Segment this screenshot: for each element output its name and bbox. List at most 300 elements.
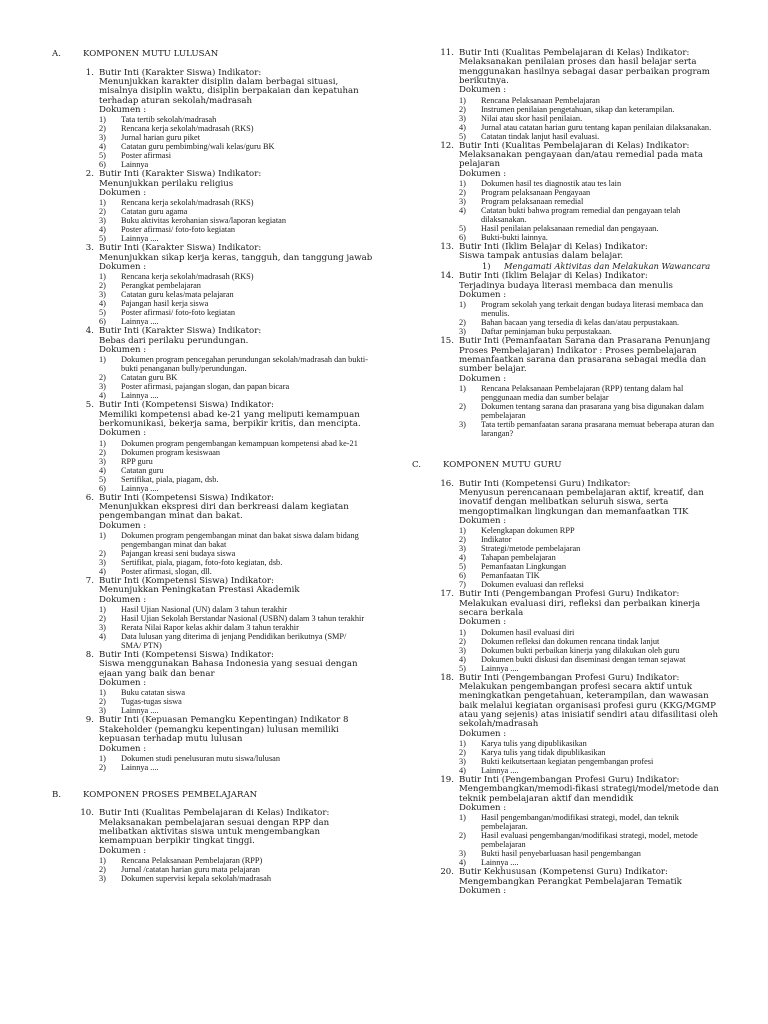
dokumen-number: 1) bbox=[99, 355, 106, 365]
item-description: Menunjukkan karakter disiplin dalam berbagai situasi, misalnya disiplin waktu, disiplin berpakaian dan kepatuhan terhadap aturan sekolah/madrasah bbox=[99, 76, 359, 106]
dokumen-number: 3) bbox=[99, 290, 106, 300]
left-column bbox=[52, 49, 374, 890]
dokumen-text: Catatan guru bbox=[121, 465, 164, 475]
dokumen-list-item bbox=[459, 580, 728, 589]
dokumen-text: Catatan bukti bahwa program remedial dan pengayaan telah dilaksanakan. bbox=[481, 206, 681, 225]
item-body bbox=[459, 590, 728, 672]
item-body bbox=[99, 170, 374, 243]
dokumen-list-item bbox=[459, 664, 728, 673]
dokumen-list-item bbox=[99, 234, 374, 243]
item-number: 4. bbox=[85, 326, 94, 337]
butir-item bbox=[412, 590, 728, 672]
dokumen-list-item bbox=[99, 308, 374, 317]
dokumen-number: 4) bbox=[459, 858, 466, 868]
dokumen-text: Poster afirmasi/ foto-foto kegiatan bbox=[121, 225, 236, 235]
dokumen-number: 2) bbox=[459, 748, 466, 758]
dokumen-text: Bukti-bukti lainnya. bbox=[481, 233, 548, 243]
item-title: Butir Inti (Pengembangan Profesi Guru) Indikator: bbox=[459, 775, 680, 786]
dokumen-list-item bbox=[99, 531, 374, 549]
dokumen-number: 2) bbox=[99, 762, 106, 772]
item-body bbox=[459, 243, 728, 271]
dokumen-number: 3) bbox=[99, 133, 106, 143]
dokumen-number: 3) bbox=[99, 382, 106, 392]
dokumen-text: Pajangan hasil kerja siswa bbox=[121, 299, 209, 309]
item-number: 2. bbox=[85, 169, 94, 180]
dokumen-list-item bbox=[99, 763, 374, 772]
dokumen-number: 1) bbox=[99, 856, 106, 866]
dokumen-list-item bbox=[459, 224, 728, 233]
dokumen-number: 5) bbox=[459, 663, 466, 673]
dokumen-list-item bbox=[459, 535, 728, 544]
dokumen-text: Rerata Nilai Rapor kelas akhir dalam 3 tahun terakhir bbox=[121, 623, 299, 633]
dokumen-text: Program pelaksanaan Pengayaan bbox=[481, 188, 591, 198]
dokumen-number: 6) bbox=[459, 233, 466, 243]
item-number: 20. bbox=[440, 867, 454, 878]
dokumen-label: Dokumen : bbox=[99, 678, 147, 689]
dokumen-list-item bbox=[459, 646, 728, 655]
dokumen-text: Instrumen penilaian pengetahuan, sikap dan keterampilan. bbox=[481, 104, 675, 114]
dokumen-list-item bbox=[459, 813, 728, 831]
dokumen-number: 5) bbox=[99, 308, 106, 318]
butir-item bbox=[412, 337, 728, 438]
item-title: Butir Kekhususan (Kompetensi Guru) Indikator: bbox=[459, 867, 668, 878]
dokumen-text: Dokumen program pencegahan perundungan sekolah/madrasah dan bukti-bukti penanganan bully/perundungan. bbox=[121, 355, 368, 374]
dokumen-list-item bbox=[459, 105, 728, 114]
dokumen-label: Dokumen : bbox=[99, 743, 147, 754]
item-number: 6. bbox=[85, 492, 94, 503]
butir-item bbox=[52, 651, 374, 715]
dokumen-list-item bbox=[459, 553, 728, 562]
dokumen-list-item bbox=[99, 865, 374, 874]
dokumen-text: Jurnal /catatan harian guru mata pelajaran bbox=[121, 865, 260, 875]
dokumen-number: 5) bbox=[99, 151, 106, 161]
right-column bbox=[412, 49, 728, 903]
dokumen-number: 1) bbox=[99, 272, 106, 282]
item-description: Mengembangkan Perangkat Pembelajaran Tematik bbox=[459, 876, 682, 887]
dokumen-list-item bbox=[99, 448, 374, 457]
dokumen-list-item bbox=[99, 207, 374, 216]
item-number: 10. bbox=[80, 808, 94, 819]
item-title: Butir Inti (Pengembangan Profesi Guru) Indikator: bbox=[459, 672, 680, 683]
dokumen-list-item bbox=[459, 739, 728, 748]
dokumen-text: Poster afirmasi, slogan, dll. bbox=[121, 567, 212, 577]
dokumen-text: Dokumen hasil tes diagnostik atau tes lain bbox=[481, 179, 622, 189]
dokumen-text: Lainnya .... bbox=[121, 483, 159, 493]
dokumen-list-item bbox=[459, 384, 728, 402]
dokumen-number: 3) bbox=[459, 757, 466, 767]
section-title: KOMPONEN PROSES PEMBELAJARAN bbox=[83, 789, 258, 800]
dokumen-number: 6) bbox=[99, 160, 106, 170]
item-title: Butir Inti (Pemanfaatan Sarana dan Prasarana Penunjang Proses Pembelajaran) Indikator : Proses pembelajaran bbox=[459, 336, 711, 356]
dokumen-text: Sertifikat, piala, piagam, dsb. bbox=[121, 474, 219, 484]
dokumen-list-item bbox=[99, 151, 374, 160]
dokumen-number: 4) bbox=[99, 142, 106, 152]
butir-item bbox=[52, 494, 374, 576]
dokumen-number: 6) bbox=[459, 571, 466, 581]
dokumen-label: Dokumen : bbox=[459, 373, 507, 384]
dokumen-number: 1) bbox=[459, 627, 466, 637]
dokumen-text: Pemanfaatan Lingkungan bbox=[481, 562, 567, 572]
dokumen-list-item bbox=[99, 688, 374, 697]
item-title: Butir Inti (Kompetensi Siswa) Indikator: bbox=[99, 650, 274, 661]
dokumen-text: Lainnya .... bbox=[121, 762, 159, 772]
dokumen-text: Sertifikat, piala, piagam, foto-foto kegiatan, dsb. bbox=[121, 558, 283, 568]
item-number: 8. bbox=[85, 650, 94, 661]
item-description: Melaksanakan pengayaan dan/atau remedial pada mata pelajaran bbox=[459, 150, 704, 170]
item-number: 14. bbox=[440, 271, 454, 282]
butir-item bbox=[52, 244, 374, 326]
dokumen-list-item bbox=[459, 757, 728, 766]
item-description: Menunjukkan perilaku religius bbox=[99, 178, 234, 189]
butir-item bbox=[412, 49, 728, 141]
dokumen-number: 4) bbox=[99, 567, 106, 577]
dokumen-label: Dokumen : bbox=[99, 187, 147, 198]
dokumen-text: Tata tertib sekolah/madrasah bbox=[121, 115, 217, 125]
dokumen-label: Dokumen : bbox=[99, 594, 147, 605]
dokumen-text: Perangkat pembelajaran bbox=[121, 281, 201, 291]
item-description: Mengembangkan/memodi-fikasi strategi/model/metode dan teknik pembelajaran aktif dan mendidik bbox=[459, 784, 719, 804]
dokumen-list-item bbox=[459, 188, 728, 197]
butir-item bbox=[52, 809, 374, 883]
dokumen-text: Tahapan pembelajaran bbox=[481, 553, 556, 563]
dokumen-text: Dokumen evaluasi dan refleksi bbox=[481, 580, 584, 590]
dokumen-label: Dokumen : bbox=[99, 344, 147, 355]
item-body bbox=[459, 49, 728, 141]
dokumen-list-item bbox=[459, 544, 728, 553]
dokumen-text: Lainnya .... bbox=[481, 663, 519, 673]
dokumen-list-item bbox=[99, 439, 374, 448]
dokumen-list-item bbox=[99, 115, 374, 124]
dokumen-list-item bbox=[99, 382, 374, 391]
dokumen-list-item bbox=[99, 567, 374, 576]
dokumen-text: Lainnya .... bbox=[481, 766, 519, 776]
item-description: Melaksanakan penilaian proses dan hasil belajar serta menggunakan hasilnya sebagai dasar perbaikan program berikutnya. bbox=[459, 57, 710, 87]
dokumen-number: 2) bbox=[99, 124, 106, 134]
item-title: Butir Inti (Iklim Belajar di Kelas) Indikator: bbox=[459, 271, 648, 282]
item-description: Melaksanakan pembelajaran sesuai dengan RPP dan melibatkan aktivitas siswa untuk mengembangkan kemampuan berpikir tingkat tinggi. bbox=[99, 817, 330, 847]
dokumen-list-item bbox=[99, 225, 374, 234]
dokumen-number: 4) bbox=[99, 391, 106, 401]
butir-item bbox=[52, 577, 374, 650]
dokumen-text: Jurnal atau catatan harian guru tentang kapan penilaian dilaksanakan. bbox=[481, 122, 712, 132]
butir-item bbox=[412, 142, 728, 242]
dokumen-text: Dokumen supervisi kepala sekolah/madrasah bbox=[121, 874, 271, 884]
item-title: Butir Inti (Karakter Siswa) Indikator: bbox=[99, 67, 262, 78]
dokumen-number: 1) bbox=[459, 179, 466, 189]
dokumen-number: 4) bbox=[459, 654, 466, 664]
dokumen-text: Pemanfaatan TIK bbox=[481, 571, 540, 581]
dokumen-number: 2) bbox=[99, 447, 106, 457]
dokumen-text: Hasil pengembangan/modifikasi strategi, model, dan teknik pembelajaran. bbox=[481, 813, 679, 832]
dokumen-list-item bbox=[99, 754, 374, 763]
dokumen-number: 2) bbox=[99, 207, 106, 217]
item-number: 11. bbox=[440, 48, 454, 58]
dokumen-number: 4) bbox=[459, 206, 466, 216]
dokumen-list-item bbox=[99, 391, 374, 400]
dokumen-number: 2) bbox=[459, 188, 466, 198]
dokumen-text: Dokumen studi penelusuran mutu siswa/lulusan bbox=[121, 753, 281, 763]
dokumen-label: Dokumen : bbox=[459, 168, 507, 179]
dokumen-text: Program pelaksanaan remedial bbox=[481, 197, 584, 207]
observation-method bbox=[482, 262, 728, 272]
dokumen-number: 4) bbox=[99, 465, 106, 475]
dokumen-list-item bbox=[99, 299, 374, 308]
item-description: Menunjukkan sikap kerja keras, tangguh, dan tanggung jawab bbox=[99, 252, 373, 263]
dokumen-number: 3) bbox=[99, 623, 106, 633]
item-number: 5. bbox=[85, 400, 94, 411]
item-description: Stakeholder (pemangku kepentingan) lulusan memiliki kepuasan terhadap mutu lulusan bbox=[99, 724, 339, 745]
dokumen-number: 3) bbox=[99, 558, 106, 568]
dokumen-text: Indikator bbox=[481, 535, 512, 545]
item-body bbox=[99, 809, 374, 883]
butir-item bbox=[412, 243, 728, 271]
dokumen-text: Karya tulis yang tidak dipublikasikan bbox=[481, 748, 606, 758]
dokumen-text: Dokumen program pengembangan minat dan bakat siswa dalam bidang pengembangan minat dan bakat bbox=[121, 531, 359, 550]
item-description: Menunjukkan ekspresi diri dan berkreasi dalam kegiatan pengembangan minat dan bakat. bbox=[99, 502, 349, 522]
item-number: 12. bbox=[440, 140, 454, 151]
dokumen-list-item bbox=[99, 216, 374, 225]
dokumen-text: Lainnya .... bbox=[121, 706, 159, 716]
dokumen-list-item bbox=[99, 632, 374, 650]
item-body bbox=[99, 716, 374, 771]
item-title: Butir Inti (Karakter Siswa) Indikator: bbox=[99, 169, 262, 180]
dokumen-number: 1) bbox=[459, 384, 466, 394]
item-body bbox=[99, 401, 374, 492]
dokumen-number: 4) bbox=[459, 553, 466, 563]
section bbox=[52, 790, 374, 883]
dokumen-text: Dokumen bukti perbaikan kinerja yang dilakukan oleh guru bbox=[481, 645, 680, 655]
dokumen-text: Hasil evaluasi pengembangan/modifikasi strategi, model, metode pembelajaran bbox=[481, 831, 698, 850]
dokumen-number: 5) bbox=[99, 474, 106, 484]
dokumen-text: Poster afirmasi, pajangan slogan, dan papan bicara bbox=[121, 382, 290, 392]
item-body bbox=[99, 494, 374, 576]
dokumen-text: Kelengkapan dokumen RPP bbox=[481, 526, 575, 536]
dokumen-list-item bbox=[99, 281, 374, 290]
item-title: Butir Inti (Kualitas Pembelajaran di Kelas) Indikator: bbox=[99, 808, 330, 819]
dokumen-number: 2) bbox=[99, 614, 106, 624]
dokumen-list-item bbox=[99, 484, 374, 493]
item-number: 9. bbox=[85, 715, 94, 726]
dokumen-text: Dokumen tentang sarana dan prasarana yang bisa digunakan dalam pembelajaran bbox=[481, 402, 705, 421]
dokumen-number: 3) bbox=[99, 874, 106, 884]
dokumen-number: 6) bbox=[99, 483, 106, 493]
dokumen-number: 3) bbox=[99, 706, 106, 716]
dokumen-list-item bbox=[99, 623, 374, 632]
item-number: 13. bbox=[440, 242, 454, 253]
dokumen-text: Dokumen bukti diskusi dan diseminasi dengan teman sejawat bbox=[481, 654, 686, 664]
dokumen-number: 7) bbox=[459, 580, 466, 590]
dokumen-text: Dokumen program kesiswaan bbox=[121, 447, 221, 457]
item-body bbox=[99, 327, 374, 400]
dokumen-number: 1) bbox=[459, 739, 466, 749]
observation-number: 1) bbox=[482, 260, 491, 271]
section-heading bbox=[52, 790, 374, 801]
item-title: Butir Inti (Karakter Siswa) Indikator: bbox=[99, 326, 262, 337]
butir-item bbox=[412, 480, 728, 590]
dokumen-number: 3) bbox=[459, 849, 466, 859]
dokumen-text: Bukti hasil penyebarluasan hasil pengembangan bbox=[481, 849, 641, 859]
butir-item bbox=[52, 69, 374, 170]
butir-item bbox=[52, 327, 374, 400]
dokumen-text: Lainnya .... bbox=[121, 234, 159, 244]
item-body bbox=[99, 651, 374, 715]
dokumen-number: 1) bbox=[459, 526, 466, 536]
dokumen-number: 1) bbox=[459, 95, 466, 105]
section-title: KOMPONEN MUTU GURU bbox=[443, 460, 562, 471]
section-letter: A. bbox=[52, 49, 61, 59]
dokumen-list-item bbox=[99, 856, 374, 865]
dokumen-number: 3) bbox=[459, 197, 466, 207]
dokumen-number: 5) bbox=[459, 131, 466, 141]
dokumen-text: Buku catatan siswa bbox=[121, 688, 186, 698]
butir-item bbox=[412, 868, 728, 896]
dokumen-number: 3) bbox=[459, 645, 466, 655]
dokumen-number: 6) bbox=[99, 317, 106, 327]
dokumen-text: Dokumen program pengembangan kemampuan kompetensi abad ke-21 bbox=[121, 438, 358, 448]
dokumen-text: Bahan bacaan yang tersedia di kelas dan/atau perpustakaan. bbox=[481, 318, 680, 328]
dokumen-list-item bbox=[99, 160, 374, 169]
dokumen-list-item bbox=[459, 526, 728, 535]
dokumen-number: 5) bbox=[459, 224, 466, 234]
item-number: 7. bbox=[85, 576, 94, 587]
item-description: Melakukan evaluasi diri, refleksi dan perbaikan kinerja secara berkala bbox=[459, 598, 701, 618]
dokumen-text: Bukti keikutsertaan kegiatan pengembangan profesi bbox=[481, 757, 654, 767]
dokumen-list-item bbox=[459, 327, 728, 336]
dokumen-list-item bbox=[99, 373, 374, 382]
dokumen-label: Dokumen : bbox=[459, 617, 507, 628]
dokumen-text: Rencana Pelaksanaan Pembelajaran (RPP) bbox=[121, 856, 263, 866]
dokumen-text: Lainnya .... bbox=[121, 317, 159, 327]
dokumen-text: Program sekolah yang terkait dengan budaya literasi membaca dan menulis. bbox=[481, 300, 704, 319]
item-number: 3. bbox=[85, 243, 94, 254]
item-body bbox=[459, 337, 728, 438]
dokumen-number: 3) bbox=[459, 327, 466, 337]
dokumen-text: Jurnal harian guru piket bbox=[121, 133, 201, 143]
dokumen-list-item bbox=[99, 198, 374, 207]
dokumen-text: Catatan tindak lanjut hasil evaluasi. bbox=[481, 131, 600, 141]
dokumen-list-item bbox=[459, 179, 728, 188]
dokumen-text: Daftar peminjaman buku perpustakaan. bbox=[481, 327, 612, 337]
dokumen-list-item bbox=[459, 197, 728, 206]
dokumen-text: Lainnya .... bbox=[121, 391, 159, 401]
dokumen-label: Dokumen : bbox=[459, 515, 507, 526]
item-description: Terjadinya budaya literasi membaca dan menulis bbox=[459, 280, 673, 291]
dokumen-text: Rencana Pelaksanaan Pembelajaran bbox=[481, 95, 600, 105]
dokumen-number: 2) bbox=[459, 535, 466, 545]
dokumen-list-item bbox=[459, 766, 728, 775]
dokumen-list-item bbox=[99, 355, 374, 373]
dokumen-text: Catatan guru agama bbox=[121, 207, 188, 217]
item-body bbox=[459, 868, 728, 896]
dokumen-label: Dokumen : bbox=[99, 428, 147, 439]
dokumen-list-item bbox=[99, 874, 374, 883]
dokumen-list-item bbox=[99, 142, 374, 151]
item-description: Melakukan pengembangan profesi secara aktif untuk meningkatkan pengetahuan, keterampilan, dan wawasan baik melalui kegiatan organisasi profesi guru (KKG/MGMP atau yang sejenis) atas inisiatif sendiri atau difasilitasi oleh sekolah/madrasah bbox=[459, 681, 719, 730]
section bbox=[412, 460, 728, 896]
dokumen-text: Lainnya bbox=[121, 160, 149, 170]
item-body bbox=[459, 142, 728, 242]
dokumen-text: Hasil Ujian Nasional (UN) dalam 3 tahun terakhir bbox=[121, 605, 288, 615]
item-title: Butir Inti (Iklim Belajar di Kelas) Indikator: bbox=[459, 242, 648, 253]
dokumen-number: 1) bbox=[99, 531, 106, 541]
dokumen-list-item bbox=[99, 124, 374, 133]
dokumen-label: Dokumen : bbox=[99, 104, 147, 115]
item-title: Butir Inti (Kualitas Pembelajaran di Kelas) Indikator: bbox=[459, 140, 690, 151]
dokumen-list-item bbox=[459, 562, 728, 571]
item-title: Butir Inti (Kualitas Pembelajaran di Kelas) Indikator: bbox=[459, 48, 690, 58]
dokumen-list-item bbox=[459, 300, 728, 318]
dokumen-text: Rencana kerja sekolah/madrasah (RKS) bbox=[121, 198, 254, 208]
item-title: Butir Inti (Karakter Siswa) Indikator: bbox=[99, 243, 262, 254]
butir-item bbox=[52, 170, 374, 243]
dokumen-number: 4) bbox=[99, 299, 106, 309]
dokumen-number: 3) bbox=[459, 113, 466, 123]
dokumen-text: Strategi/metode pembelajaran bbox=[481, 544, 581, 554]
dokumen-number: 1) bbox=[99, 688, 106, 698]
dokumen-number: 2) bbox=[99, 549, 106, 559]
dokumen-list-item bbox=[99, 272, 374, 281]
dokumen-label: Dokumen : bbox=[459, 886, 507, 897]
dokumen-text: Lainnya .... bbox=[481, 858, 519, 868]
dokumen-list-item bbox=[99, 317, 374, 326]
section-heading bbox=[412, 460, 728, 471]
dokumen-label: Dokumen : bbox=[459, 728, 507, 739]
dokumen-text: Nilai atau skor hasil penilaian. bbox=[481, 113, 583, 123]
dokumen-label: Dokumen : bbox=[99, 261, 147, 272]
dokumen-list-item bbox=[99, 697, 374, 706]
butir-item bbox=[412, 776, 728, 867]
dokumen-text: Rencana kerja sekolah/madrasah (RKS) bbox=[121, 272, 254, 282]
dokumen-number: 1) bbox=[99, 605, 106, 615]
dokumen-text: Catatan guru BK bbox=[121, 373, 178, 383]
dokumen-list-item bbox=[99, 457, 374, 466]
item-description: Siswa tampak antusias dalam belajar. bbox=[459, 251, 624, 262]
dokumen-list-item bbox=[99, 133, 374, 142]
item-number: 19. bbox=[440, 775, 454, 786]
dokumen-list-item bbox=[459, 402, 728, 420]
dokumen-text: Hasil Ujian Sekolah Berstandar Nasional (USBN) dalam 3 tahun terakhir bbox=[121, 614, 365, 624]
dokumen-number: 5) bbox=[459, 562, 466, 572]
item-title: Butir Inti (Kompetensi Guru) Indikator: bbox=[459, 478, 631, 489]
item-body bbox=[459, 776, 728, 867]
dokumen-text: Dokumen hasil evaluasi diri bbox=[481, 627, 575, 637]
section-title: KOMPONEN MUTU LULUSAN bbox=[83, 49, 219, 59]
item-title: Butir Inti (Pengembangan Profesi Guru) Indikator: bbox=[459, 589, 680, 600]
dokumen-number: 2) bbox=[459, 636, 466, 646]
dokumen-text: Tugas-tugas siswa bbox=[121, 697, 182, 707]
dokumen-number: 1) bbox=[99, 753, 106, 763]
dokumen-number: 3) bbox=[459, 420, 466, 430]
butir-item bbox=[412, 272, 728, 336]
butir-item bbox=[52, 716, 374, 771]
dokumen-list-item bbox=[99, 475, 374, 484]
item-number: 1. bbox=[85, 67, 94, 78]
dokumen-list-item bbox=[459, 748, 728, 757]
item-number: 18. bbox=[440, 672, 454, 683]
dokumen-label: Dokumen : bbox=[459, 803, 507, 814]
item-body bbox=[459, 272, 728, 336]
dokumen-list-item bbox=[459, 114, 728, 123]
dokumen-list-item bbox=[459, 637, 728, 646]
dokumen-text: Data lulusan yang diterima di jenjang Pendidikan berikutnya (SMP/ SMA/ PTN) bbox=[121, 632, 347, 651]
dokumen-number: 2) bbox=[459, 104, 466, 114]
dokumen-list-item bbox=[459, 233, 728, 242]
item-description: memanfaatkan sarana dan prasarana sebagai media dan sumber belajar. bbox=[459, 355, 707, 375]
item-description: Menyusun perencanaan pembelajaran aktif, kreatif, dan inovatif dengan melibatkan seluruh siswa, serta mengoptimalkan lingkungan dan memanfaatkan TIK bbox=[459, 487, 704, 517]
dokumen-text: Pajangan kreasi seni budaya siswa bbox=[121, 549, 236, 559]
section bbox=[412, 49, 728, 438]
item-description: Bebas dari perilaku perundungan. bbox=[99, 335, 249, 346]
